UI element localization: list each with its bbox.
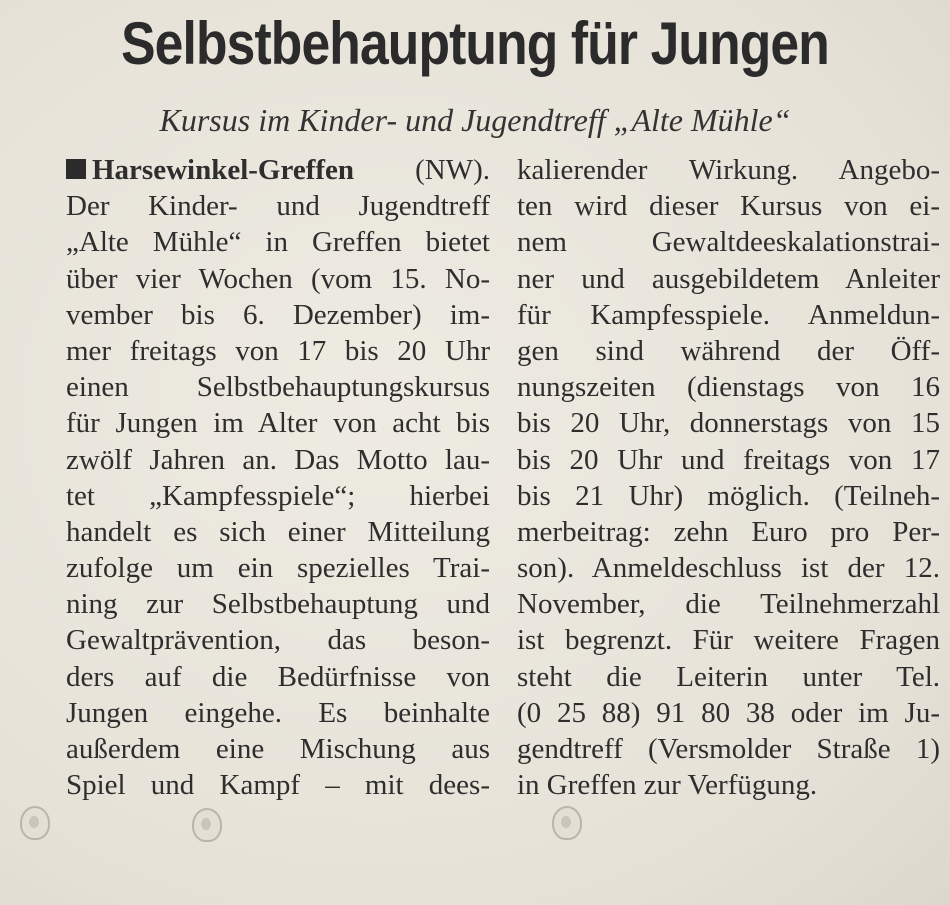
text-line: einen Selbstbehauptungskursus [66, 371, 490, 404]
text-line: merbeitrag: zehn Euro pro Per- [517, 515, 940, 548]
text-line: ner und ausgebildetem Anleiter [517, 262, 940, 295]
text-line: nem Gewaltdeeskalationstrai- [517, 226, 940, 259]
text-line: außerdem eine Mischung aus [66, 733, 490, 765]
headline: Selbstbehauptung für Jungen [121, 10, 829, 77]
text-line [66, 152, 490, 188]
text-line: „Alte Mühle“ in Greffen bietet [66, 226, 490, 259]
subheadline: Kursus im Kinder- und Jugendtreff „Alte Mühle“ [159, 102, 791, 138]
text-line: zwölf Jahren an. Das Motto lau- [66, 443, 490, 476]
text-line: zufolge um ein spezielles Trai- [66, 552, 490, 585]
text-line: bis 20 Uhr, donnerstags von 15 [517, 407, 940, 440]
text-line: Gewaltprävention, das beson- [66, 624, 490, 657]
text-line: steht die Leiterin unter Tel. [517, 660, 940, 693]
text-line: November, die Teilnehmerzahl [517, 588, 940, 621]
text-line: ning zur Selbstbehauptung und [66, 588, 490, 621]
text-line: in Greffen zur Verfügung. [517, 769, 818, 802]
lead-square-icon [66, 159, 86, 179]
text-line: Der Kinder- und Jugendtreff [66, 190, 490, 223]
scan-artifact-icon [192, 808, 222, 842]
text-line: für Kampfesspiele. Anmeldun- [517, 298, 940, 331]
text-line: bis 21 Uhr) möglich. (Teilneh- [517, 479, 940, 512]
text-line: für Jungen im Alter von acht bis [66, 407, 490, 440]
text-line: gendtreff (Versmolder Straße 1) [517, 733, 940, 765]
text-line: ten wird dieser Kursus von ei- [517, 190, 940, 223]
text-line: Jungen eingehe. Es beinhalte [66, 696, 490, 729]
text-line: mer freitags von 17 bis 20 Uhr [66, 334, 490, 367]
text-line: Spiel und Kampf – mit dees- [66, 769, 490, 802]
dateline-tail: (NW). [354, 154, 490, 186]
right-column [517, 152, 940, 803]
text-line: (0 25 88) 91 80 38 oder im Ju- [517, 696, 940, 729]
text-line: son). Anmeldeschluss ist der 12. [517, 552, 940, 585]
text-line: gen sind während der Öff- [517, 334, 940, 367]
scan-artifact-icon [552, 806, 582, 840]
text-line: nungszeiten (dienstags von 16 [517, 371, 940, 404]
text-line: ders auf die Bedürfnisse von [66, 660, 490, 693]
text-line: bis 20 Uhr und freitags von 17 [517, 443, 940, 476]
scan-artifact-icon [20, 806, 50, 840]
text-line: handelt es sich einer Mitteilung [66, 515, 490, 548]
text-line: vember bis 6. Dezember) im- [66, 298, 490, 331]
text-line: kalierender Wirkung. Angebo- [517, 154, 940, 186]
dateline: Harsewinkel-Greffen [92, 154, 355, 186]
text-line: ist begrenzt. Für weitere Fragen [517, 624, 940, 657]
text-line: über vier Wochen (vom 15. No- [66, 262, 490, 295]
left-column [66, 152, 490, 803]
text-line: tet „Kampfesspiele“; hierbei [66, 479, 490, 512]
